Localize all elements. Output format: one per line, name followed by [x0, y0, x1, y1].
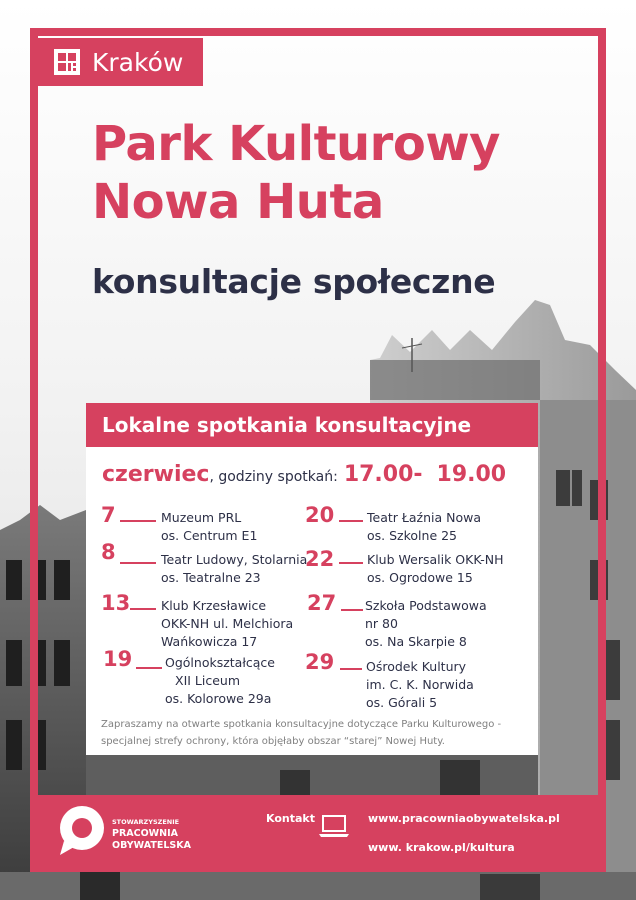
place-line: Szkoła Podstawowa: [365, 598, 487, 613]
place-line: OKK-NH ul. Melchiora: [161, 616, 294, 631]
meeting-place: [367, 551, 503, 587]
place-line: os. Na Skarpie 8: [365, 634, 467, 649]
consultation-note: Zapraszamy na otwarte spotkania konsultacyjne dotyczące Parku Kulturowego - specjalnej strefy ochrony, która objęłaby obszar “starej” Nowej Huty.: [101, 719, 502, 747]
place-line: os. Górali 5: [366, 695, 438, 710]
meeting-day: 19: [103, 647, 133, 671]
krakow-logo[interactable]: [38, 38, 203, 86]
laptop-icon: [318, 814, 350, 838]
meeting-day: 20: [305, 503, 335, 527]
meeting-day: 7: [101, 503, 116, 527]
place-line: XII Liceum: [175, 673, 241, 688]
org-name-line-2: OBYWATELSKA: [112, 840, 191, 851]
place-line: im. C. K. Norwida: [366, 677, 474, 692]
meeting-place: [165, 654, 275, 708]
pracownia-logo-text: [112, 816, 191, 852]
org-small-label: STOWARZYSZENIE: [112, 818, 180, 826]
pracownia-logo-icon[interactable]: [56, 803, 108, 857]
page-title: [92, 115, 500, 231]
meeting-place: [365, 597, 487, 651]
meeting-place: [367, 509, 481, 545]
contact-label: Kontakt: [266, 812, 315, 825]
meeting-dash: [339, 520, 363, 522]
title-line-1: Park Kulturowy: [92, 116, 500, 172]
meeting-dash: [341, 609, 363, 611]
place-line: os. Szkolne 25: [367, 528, 458, 543]
place-line: nr 80: [365, 616, 398, 631]
page-subtitle: konsultacje społeczne: [92, 262, 496, 301]
org-name-line-1: PRACOWNIA: [112, 828, 178, 839]
place-line: Muzeum PRL: [161, 510, 242, 525]
title-line-2: Nowa Huta: [92, 174, 384, 230]
hours-label: , godziny spotkań:: [209, 469, 338, 485]
meeting-day: 22: [305, 547, 335, 571]
place-line: os. Centrum E1: [161, 528, 258, 543]
place-line: Ośrodek Kultury: [366, 659, 467, 674]
place-line: Teatr Ludowy, Stolarnia: [161, 552, 308, 567]
link-krakow-kultura[interactable]: www. krakow.pl/kultura: [368, 841, 515, 854]
time-from: 17.00-: [343, 462, 423, 487]
meeting-dash: [136, 667, 162, 669]
meeting-dash: [340, 668, 362, 670]
meeting-day: 29: [305, 650, 335, 674]
meeting-dash: [120, 520, 156, 522]
place-line: Teatr Łaźnia Nowa: [367, 510, 482, 525]
meeting-dash: [130, 608, 156, 610]
month-label: czerwiec: [102, 462, 210, 487]
krakow-logo-text: Kraków: [92, 47, 184, 77]
meeting-place: [366, 658, 474, 712]
time-to: 19.00: [436, 462, 507, 487]
meeting-time-line: [102, 462, 506, 487]
krakow-logo-icon: [54, 49, 80, 75]
meeting-day: 13: [101, 591, 131, 615]
link-pracownia[interactable]: www.pracowniaobywatelska.pl: [368, 812, 560, 825]
place-line: os. Ogrodowe 15: [367, 570, 473, 585]
meeting-place: [161, 551, 307, 587]
meeting-place: [161, 597, 293, 651]
meeting-dash: [120, 562, 156, 564]
place-line: Klub Krzesławice: [161, 598, 267, 613]
place-line: os. Kolorowe 29a: [165, 691, 272, 706]
place-line: Klub Wersalik OKK-NH: [367, 552, 504, 567]
meeting-day: 8: [101, 540, 116, 564]
meeting-day: 27: [307, 591, 337, 615]
place-line: Wańkowicza 17: [161, 634, 258, 649]
meeting-dash: [339, 562, 363, 564]
place-line: os. Teatralne 23: [161, 570, 261, 585]
place-line: Ogólnokształcące: [165, 655, 275, 670]
meeting-place: [161, 509, 257, 545]
meetings-card-heading: Lokalne spotkania konsultacyjne: [86, 403, 538, 447]
